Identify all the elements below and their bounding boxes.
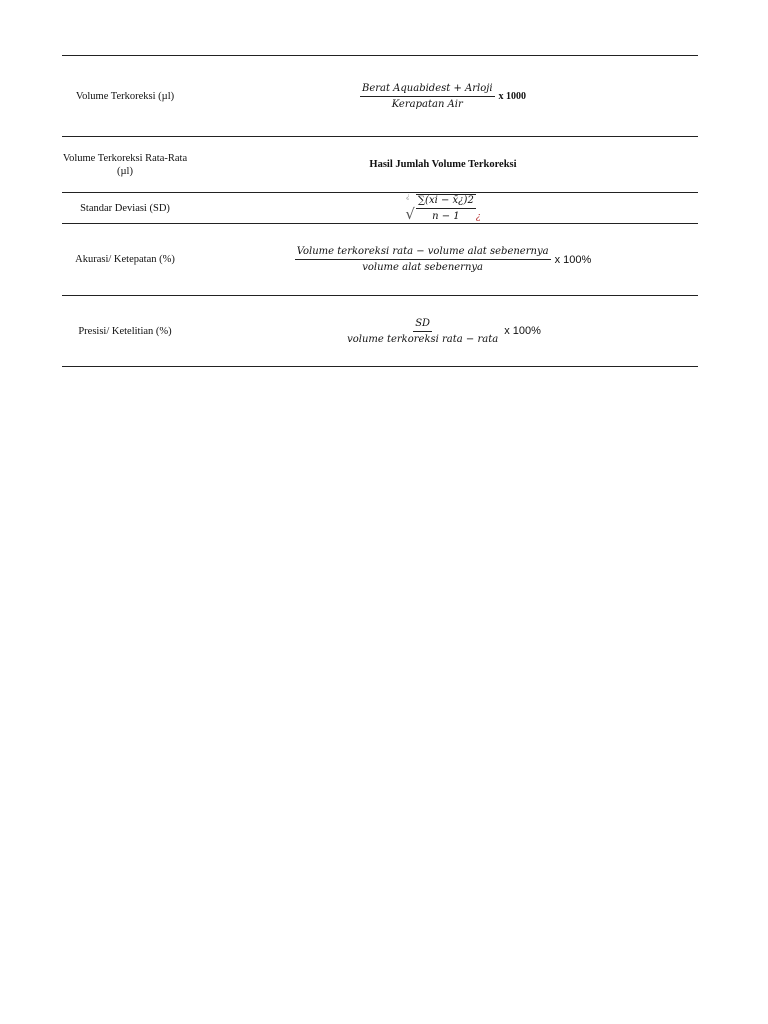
formula-cell (188, 318, 698, 345)
formula-cell (188, 246, 698, 273)
formula-text: Hasil Jumlah Volume Terkoreksi (369, 159, 517, 170)
glyph-suffix: ¿ (475, 212, 481, 222)
fraction (295, 246, 551, 273)
table-row-volume-rata-rata (62, 136, 698, 192)
table-row-standar-deviasi (62, 192, 698, 223)
row-label: Akurasi/ Ketepatan (%) (75, 254, 175, 265)
fraction (345, 318, 500, 345)
formula-cell (188, 159, 698, 170)
fraction-denominator: volume terkoreksi rata − rata (347, 333, 499, 345)
fraction (416, 194, 476, 222)
table-row-presisi (62, 295, 698, 367)
row-label: Presisi/ Ketelitian (%) (78, 325, 172, 337)
row-label: Volume Terkoreksi Rata-Rata (µl) (62, 152, 188, 177)
fraction-denominator: Kerapatan Air (391, 98, 463, 110)
formula-multiplier: x 100% (554, 253, 592, 266)
fraction (360, 83, 495, 110)
fraction-numerator: ∑(xi − x̄¿)2 (416, 194, 476, 209)
row-label: Standar Deviasi (SD) (80, 202, 170, 214)
formula-table (62, 55, 698, 367)
formula-cell (188, 194, 698, 222)
table-row-volume-terkoreksi (62, 55, 698, 136)
fraction-denominator: n − 1 (432, 211, 460, 222)
formula-multiplier: x 1000 (498, 90, 527, 102)
fraction-numerator: Berat Aquabidest + Arloji (360, 83, 495, 97)
square-root-expression (405, 194, 480, 222)
fraction-numerator: Volume terkoreksi rata − volume alat sebenernya (295, 246, 551, 260)
glyph-prefix: ¿ (406, 193, 410, 200)
formula-multiplier: x 100% (504, 325, 541, 337)
formula-cell (188, 83, 698, 110)
table-row-akurasi (62, 223, 698, 295)
fraction-denominator: volume alat sebenernya (362, 262, 484, 273)
radical-sign-icon: √ (405, 205, 415, 223)
row-label: Volume Terkoreksi (µl) (75, 90, 175, 102)
fraction-numerator: SD (413, 318, 432, 332)
